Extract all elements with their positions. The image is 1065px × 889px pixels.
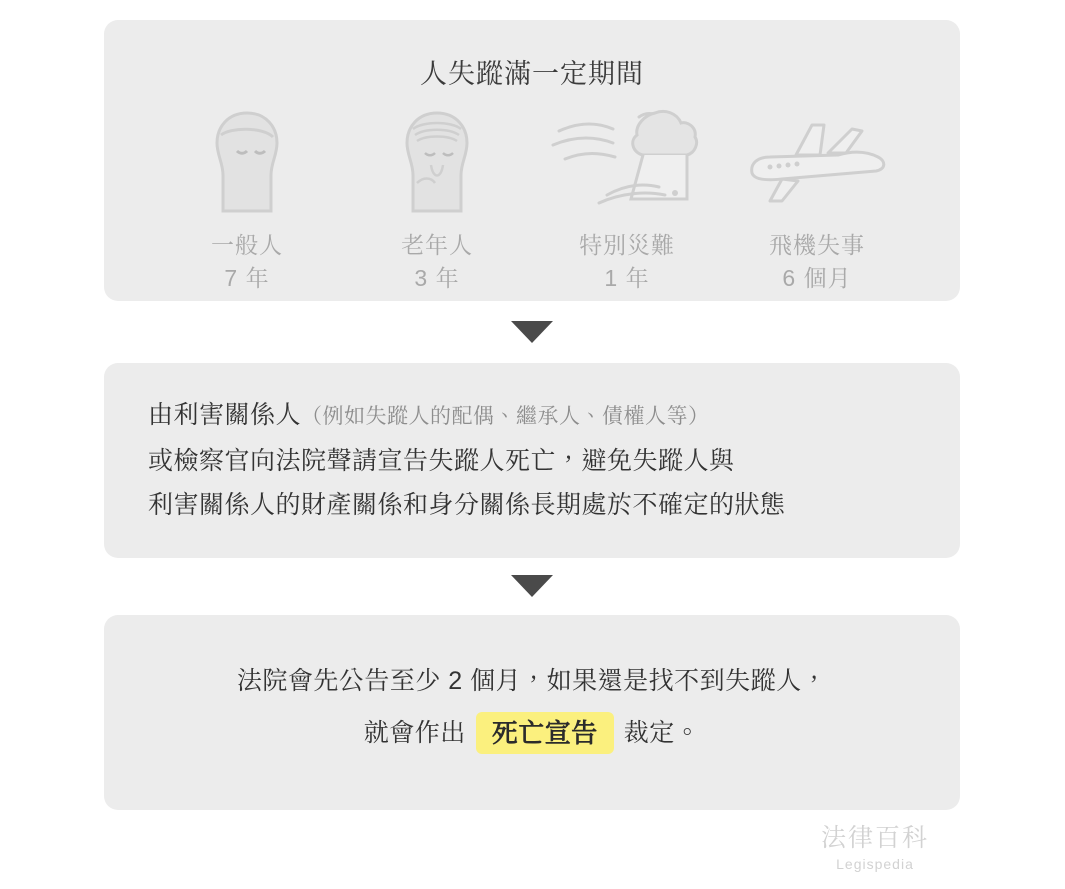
watermark	[795, 818, 955, 872]
middle-line-1	[148, 393, 916, 439]
icon-duration: 6 個月	[782, 265, 852, 292]
middle-line-1-main: 由利害關係人	[148, 401, 302, 429]
down-triangle-icon	[511, 575, 553, 597]
icon-cell-airplane-accident	[722, 105, 912, 296]
bottom-line-1: 法院會先公告至少 2 個月，如果還是找不到失蹤人，	[236, 667, 828, 695]
elderly-person-icon	[342, 105, 532, 217]
watermark-zh: 法律百科	[820, 824, 929, 852]
middle-line-2: 或檢察官向法院聲請宣告失蹤人死亡，避免失蹤人與	[148, 447, 735, 475]
stage-card-court-ruling	[104, 615, 960, 810]
status-badge-death-declaration: 死亡宣告	[476, 712, 614, 755]
watermark-en: Legispedia	[836, 856, 914, 872]
bottom-line-2	[104, 707, 960, 759]
icon-label: 飛機失事	[769, 232, 865, 258]
icon-cell-elderly-person	[342, 105, 532, 296]
disaster-icon	[532, 105, 722, 217]
bottom-line-2-after: 裁定。	[623, 719, 701, 747]
down-triangle-icon	[511, 321, 553, 343]
icon-cell-special-disaster	[532, 105, 722, 296]
person-icon	[152, 105, 342, 217]
icon-duration: 7 年	[224, 265, 270, 292]
stage-card-declaration-request	[104, 363, 960, 558]
page-title: 人失蹤滿一定期間	[420, 59, 644, 89]
bottom-line-2-before: 就會作出	[363, 719, 466, 747]
icon-label: 一般人	[211, 232, 283, 258]
icon-label: 老年人	[401, 232, 473, 258]
icon-label: 特別災難	[579, 232, 675, 258]
icon-cell-general-person	[152, 105, 342, 296]
middle-line-3: 利害關係人的財產關係和身分關係長期處於不確定的狀態	[148, 491, 786, 519]
icon-duration: 3 年	[414, 265, 460, 292]
stage-card-missing-period	[104, 20, 960, 301]
middle-line-1-note: （例如失蹤人的配偶、繼承人、債權人等）	[301, 405, 710, 428]
airplane-crash-icon	[722, 105, 912, 217]
icon-duration: 1 年	[604, 265, 650, 292]
icon-row	[104, 105, 960, 296]
